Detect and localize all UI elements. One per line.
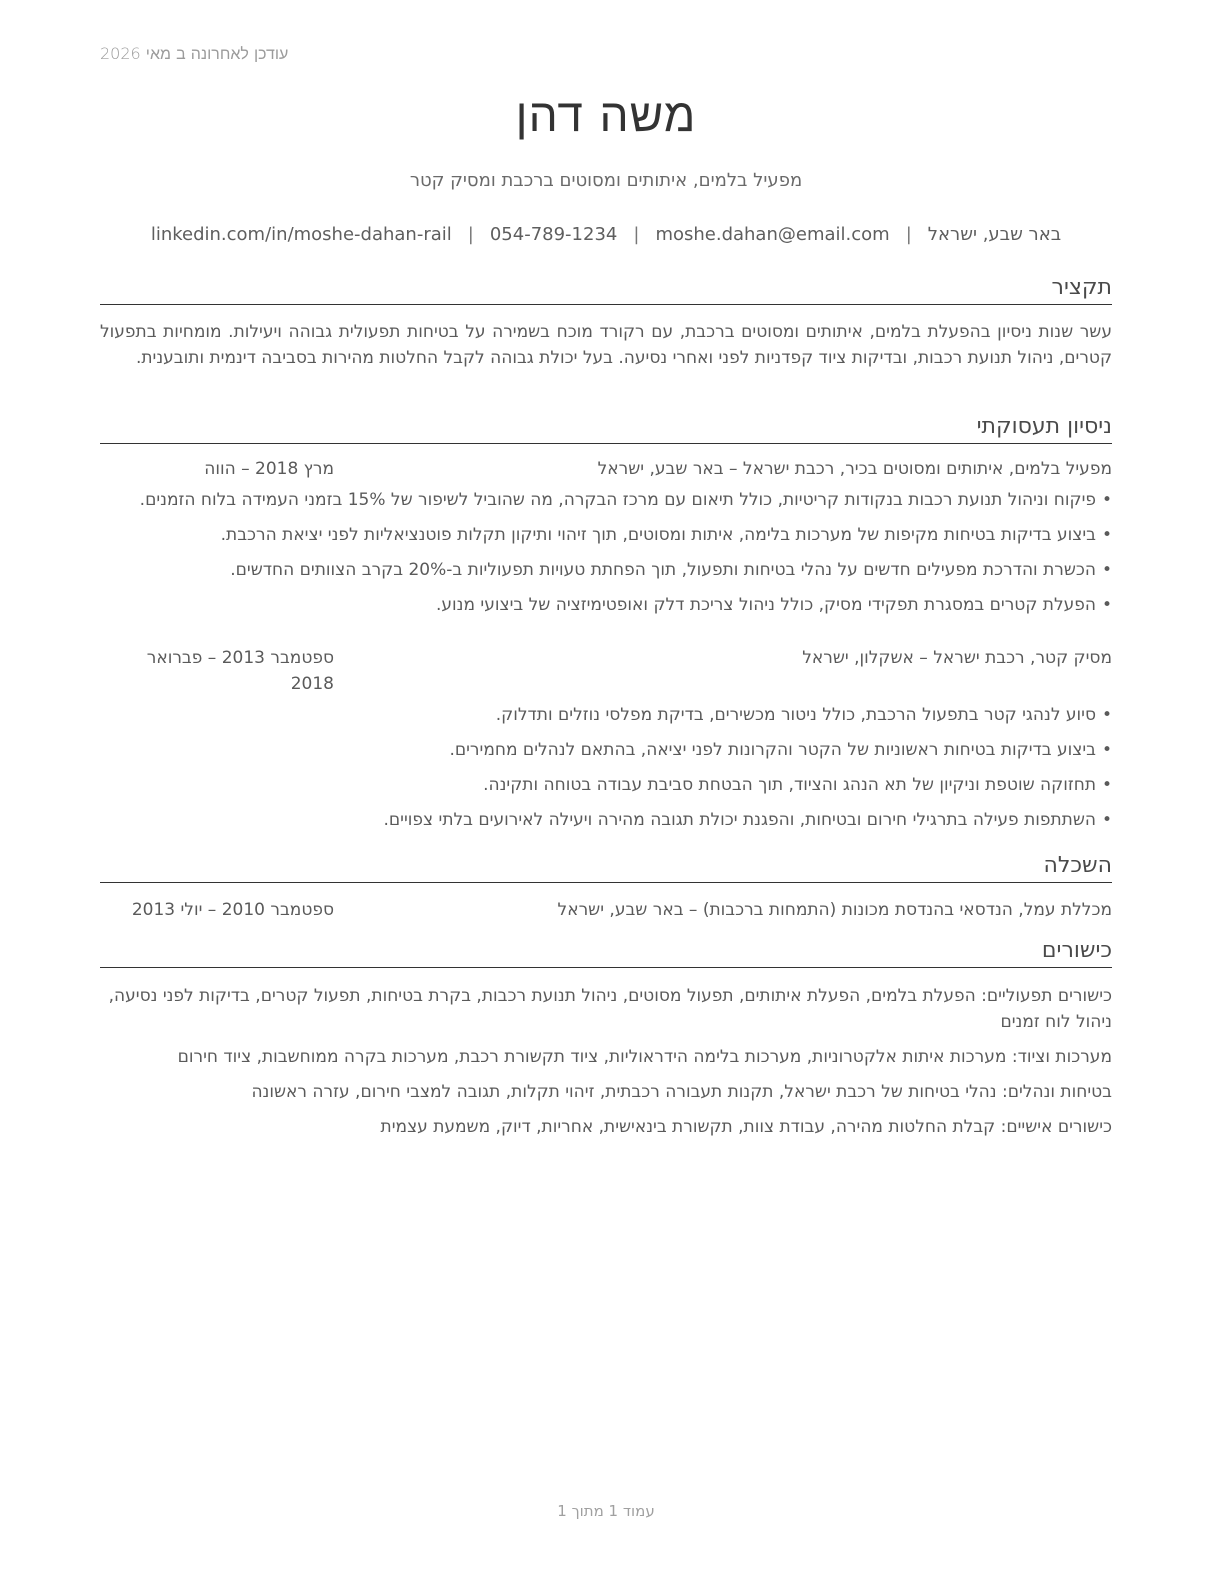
education-heading: השכלה [100, 852, 1112, 883]
bullet-icon: • [1101, 740, 1112, 760]
skills-list [100, 983, 1112, 1149]
resume-page [100, 0, 1112, 1584]
contact-separator: | [633, 224, 640, 245]
bullet-text: ביצוע בדיקות בטיחות ראשוניות של הקטר והקרונות לפני יציאה, בהתאם לנהלים מחמירים. [449, 740, 1096, 760]
bullet-icon: • [1101, 525, 1112, 545]
bullet-icon: • [1101, 560, 1112, 580]
job-dates: ספטמבר 2013 – פברואר 2018 [146, 648, 334, 694]
job-bullets [100, 702, 1112, 842]
last-updated: עודכן לאחרונה ב מאי 2026 [100, 44, 289, 63]
contact-line [100, 224, 1112, 245]
skills-item: כישורים תפעוליים: הפעלת בלמים, הפעלת איתותים, תפעול מסוטים, ניהול תנועת רכבות, בקרת בטיחות, תפעול קטרים, בדיקות לפני נסיעה, ניהול לוח זמנים [108, 986, 1112, 1032]
bullet-text: תחזוקה שוטפת וניקיון של תא הנהג והציוד, תוך הבטחת סביבת עבודה בטוחה ותקינה. [483, 775, 1096, 795]
list-item [100, 702, 1112, 737]
contact-location: באר שבע, ישראל [927, 224, 1062, 245]
page-number: עמוד 1 מתוך 1 [557, 1502, 655, 1520]
job-bullets [100, 487, 1112, 627]
list-item [100, 807, 1112, 842]
list-item [100, 592, 1112, 627]
job-title: מפעיל בלמים, איתותים ומסוטים בכיר, רכבת ישראל – באר שבע, ישראל [597, 459, 1112, 479]
summary-heading: תקציר [100, 274, 1112, 305]
bullet-icon: • [1101, 705, 1112, 725]
list-item [100, 772, 1112, 807]
bullet-icon: • [1101, 810, 1112, 830]
bullet-icon: • [1101, 775, 1112, 795]
contact-linkedin[interactable]: linkedin.com/in/moshe-dahan-rail [150, 224, 452, 245]
bullet-text: הכשרת והדרכת מפעילים חדשים על נהלי בטיחות ותפעול, תוך הפחתת טעויות תפעוליות ב-20% בקרב הצוותים החדשים. [230, 560, 1096, 580]
skills-item: בטיחות ונהלים: נהלי בטיחות של רכבת ישראל, תקנות תעבורה רכבתית, זיהוי תקלות, תגובה למצבי חירום, עזרה ראשונה [251, 1082, 1112, 1102]
list-item [100, 487, 1112, 522]
bullet-text: השתתפות פעילה בתרגילי חירום ובטיחות, והפגנת יכולת תגובה מהירה ויעילה לאירועים בלתי צפויים. [383, 810, 1096, 830]
skills-item: מערכות וציוד: מערכות איתות אלקטרוניות, מערכות בלימה הידראוליות, ציוד תקשורת רכבת, מערכות בקרה ממוחשבות, ציוד חירום [177, 1047, 1112, 1067]
education-dates: ספטמבר 2010 – יולי 2013 [131, 900, 334, 920]
list-item [100, 557, 1112, 592]
candidate-name: משה דהן [515, 88, 697, 142]
bullet-text: הפעלת קטרים במסגרת תפקידי מסיק, כולל ניהול צריכת דלק ואופטימיזציה של ביצועי מנוע. [436, 595, 1096, 615]
education-title: מכללת עמל, הנדסאי בהנדסת מכונות (התמחות ברכבות) – באר שבע, ישראל [557, 900, 1112, 920]
contact-email[interactable]: moshe.dahan@email.com [655, 224, 890, 245]
bullet-text: ביצוע בדיקות בטיחות מקיפות של מערכות בלימה, איתות ומסוטים, תוך זיהוי ותיקון תקלות פוטנציאליות לפני יציאת הרכבת. [220, 525, 1096, 545]
summary-text: עשר שנות ניסיון בהפעלת בלמים, איתותים ומסוטים ברכבת, עם רקורד מוכח בשמירה על בטיחות תפעולית גבוהה ויעילות. מומחיות בתפעול קטרים, ניהול תנועת רכבות, ובדיקות ציוד קפדניות לפני ואחרי נסיעה. בעל יכולת גבוהה לקבל החלטות מהירות בסביבה דינמית ותובענית. [100, 322, 1112, 368]
list-item [100, 737, 1112, 772]
contact-phone[interactable]: 054-789-1234 [489, 224, 618, 245]
bullet-text: סיוע לנהגי קטר בתפעול הרכבת, כולל ניטור מכשירים, בדיקת מפלסי נוזלים ותדלוק. [495, 705, 1096, 725]
contact-separator: | [467, 224, 474, 245]
contact-separator: | [905, 224, 912, 245]
skills-heading: כישורים [100, 937, 1112, 968]
bullet-icon: • [1101, 490, 1112, 510]
job-dates: מרץ 2018 – הווה [204, 459, 334, 479]
candidate-title: מפעיל בלמים, איתותים ומסוטים ברכבת ומסיק קטר [409, 170, 803, 191]
experience-heading: ניסיון תעסוקתי [100, 413, 1112, 444]
list-item [100, 522, 1112, 557]
bullet-text: פיקוח וניהול תנועת רכבות בנקודות קריטיות, כולל תיאום עם מרכז הבקרה, מה שהוביל לשיפור של 15% בזמני העמידה בלוח הזמנים. [139, 490, 1096, 510]
skills-item: כישורים אישיים: קבלת החלטות מהירה, עבודת צוות, תקשורת בינאישית, אחריות, דיוק, משמעת עצמית [380, 1117, 1112, 1137]
job-title: מסיק קטר, רכבת ישראל – אשקלון, ישראל [802, 648, 1112, 668]
bullet-icon: • [1101, 595, 1112, 615]
